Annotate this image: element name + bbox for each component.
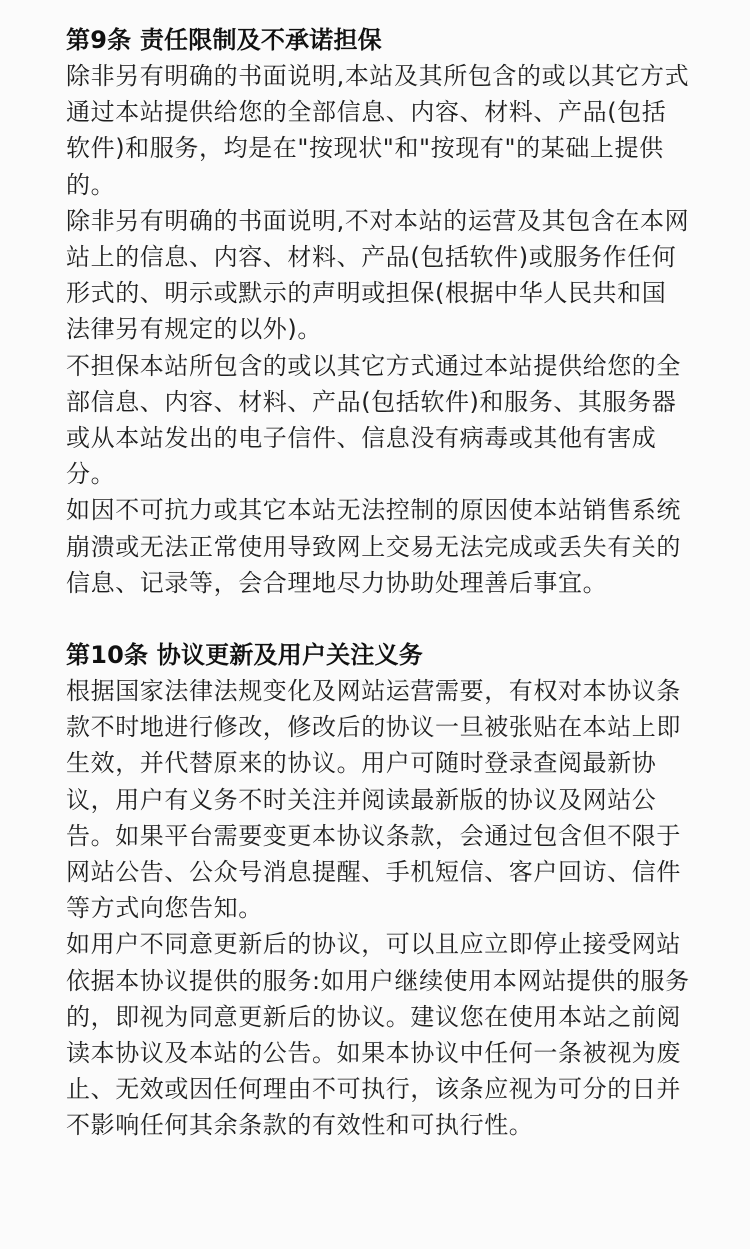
section-title: 第9条 责任限制及不承诺担保 <box>66 26 382 54</box>
section-spacer <box>66 601 690 637</box>
paragraph: 不担保本站所包含的或以其它方式通过本站提供给您的全部信息、内容、材料、产品(包括软件)和服务、其服务器或从本站发出的电子信件、信息没有病毒或其他有害成分。 <box>66 351 681 489</box>
paragraph: 如因不可抗力或其它本站无法控制的原因使本站销售系统崩溃或无法正常使用导致网上交易无法完成或丢失有关的信息、记录等，会合理地尽力协助处理善后事宜。 <box>66 496 681 597</box>
paragraph: 除非另有明确的书面说明,不对本站的运营及其包含在本网站上的信息、内容、材料、产品(包括软件)或服务作任何形式的、明示或默示的声明或担保(根据中华人民共和国法律另有规定的以外)。 <box>66 206 690 344</box>
paragraph: 除非另有明确的书面说明,本站及其所包含的或以其它方式通过本站提供给您的全部信息、内容、材料、产品(包括软件)和服务，均是在"按现状"和"按现有"的某础上提供的。 <box>66 62 690 199</box>
paragraph: 根据国家法律法规变化及网站运营需要，有权对本协议条款不时地进行修改，修改后的协议一旦被张贴在本站上即生效，并代替原来的协议。用户可随时登录查阅最新协议，用户有义务不时关注并阅读最新版的协议及网站公告。如果平台需要变更本协议条款，会通过包含但不限于网站公告、公众号消息提醒、手机短信、客户回访、信件等方式向您告知。 <box>66 677 681 923</box>
section-title: 第10条 协议更新及用户关注义务 <box>66 641 423 670</box>
paragraph: 如用户不同意更新后的协议，可以且应立即停止接受网站依据本协议提供的服务:如用户继续使用本网站提供的服务的，即视为同意更新后的协议。建议您在使用本站之前阅读本协议及本站的公告。如果本协议中任何一条被视为废止、无效或因任何理由不可执行，该条应视为可分的日并不影响任何其余条款的有效性和可执行性。 <box>66 930 690 1140</box>
section-9 <box>66 22 690 601</box>
section-10 <box>66 637 690 1144</box>
